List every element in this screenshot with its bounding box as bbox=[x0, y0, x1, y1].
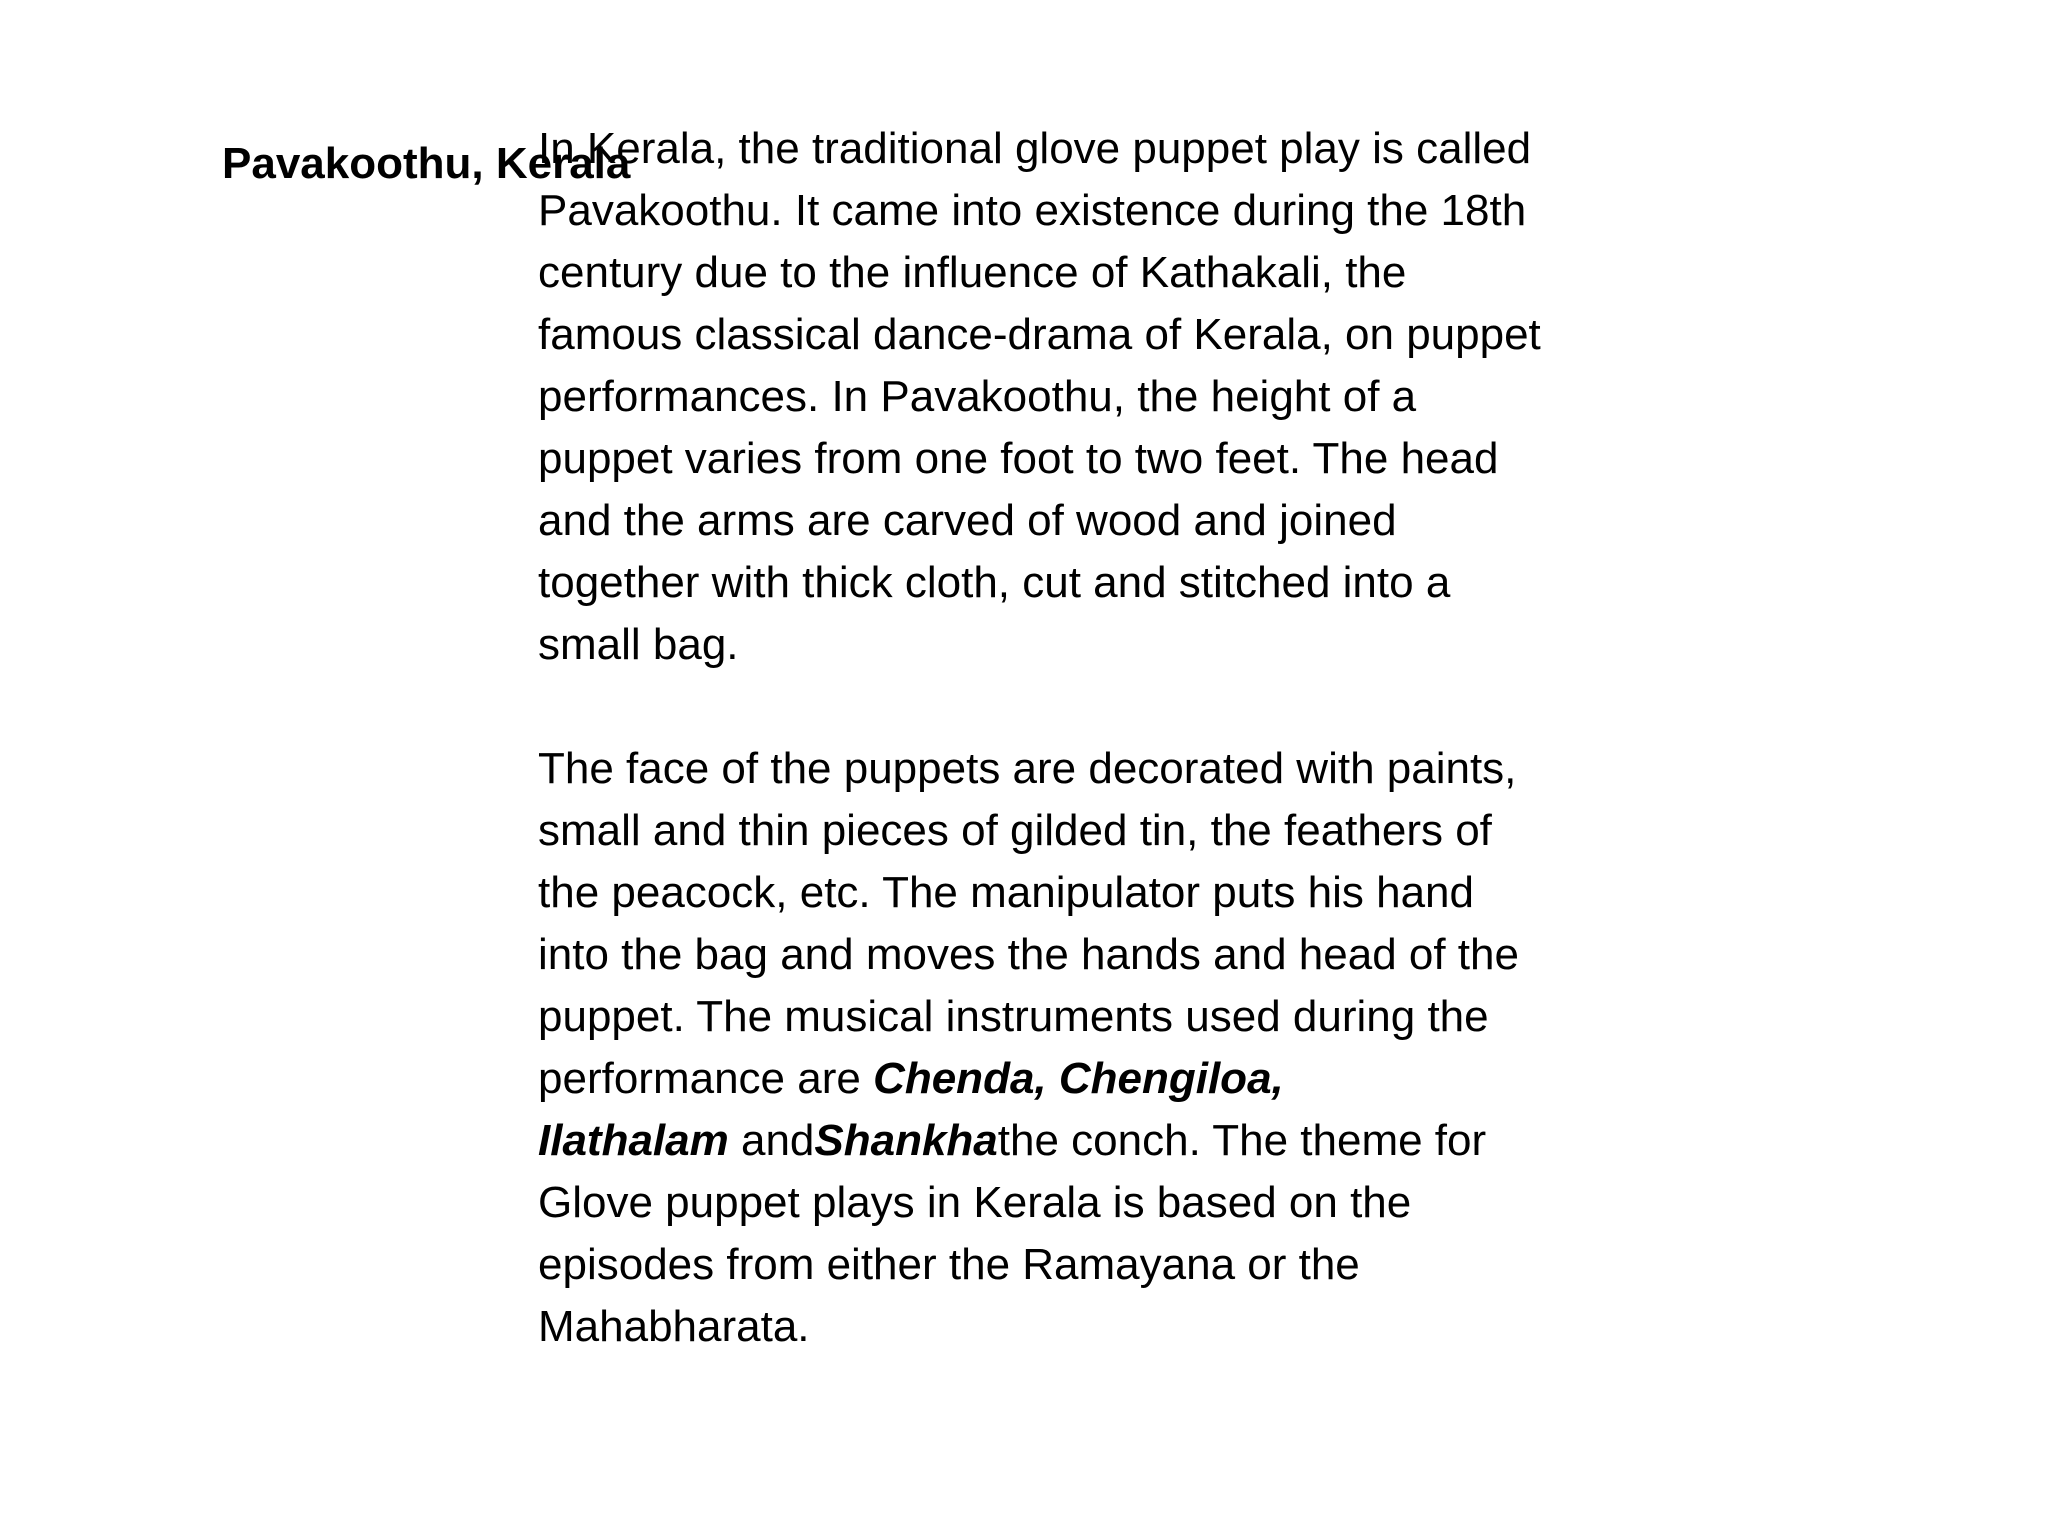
instrument-shankha: Shankha bbox=[814, 1116, 998, 1165]
paragraph-spacer bbox=[538, 676, 1548, 738]
paragraph-1: In Kerala, the traditional glove puppet play is called Pavakoothu. It came into existence during the 18th century due to the influence of Kathakali, the famous classical dance-drama of Kerala, on puppet performances. In Pavakoothu, the height of a puppet varies from one foot to two feet. The head and the arms are carved of wood and joined together with thick cloth, cut and stitched into a small bag. bbox=[538, 124, 1541, 669]
paragraph-2-part-1: The face of the puppets are decorated with paints, small and thin pieces of gilded tin, the feathers of the peacock, etc. The manipulator puts his hand into the bag and moves the hands and head of the puppet. The musical instruments used during the performance are bbox=[538, 744, 1519, 1103]
slide-title: Pavakoothu, Kerala bbox=[222, 139, 631, 188]
instrument-ilathalam: Ilathalam bbox=[538, 1116, 729, 1165]
paragraph-2 bbox=[538, 738, 1548, 1358]
and-text: and bbox=[728, 1116, 815, 1165]
paragraph-2-part-2: the conch. The theme for Glove puppet plays in Kerala is based on the episodes from either the Ramayana or the Mahabharata. bbox=[538, 1116, 1487, 1351]
slide-body bbox=[538, 118, 1548, 1358]
instruments-chenda-chengiloa: Chenda, Chengiloa, bbox=[873, 1054, 1284, 1103]
